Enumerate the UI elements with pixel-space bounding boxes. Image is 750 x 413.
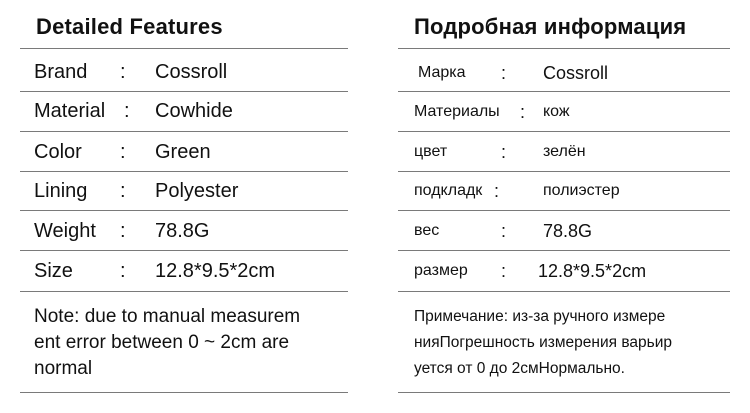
spec-row-color (20, 132, 348, 172)
divider (20, 291, 348, 292)
spec-value: полиэстер (543, 182, 620, 199)
spec-row-brand (20, 52, 348, 92)
spec-colon: : (120, 220, 126, 242)
measurement-note: Note: due to manual measurem ent error between 0 ~ 2cm are normal (34, 306, 301, 379)
divider (398, 392, 730, 393)
spec-row-material (20, 91, 348, 131)
spec-colon: : (120, 141, 126, 163)
divider (398, 48, 730, 49)
spec-label: Material (34, 100, 106, 122)
spec-colon: : (120, 61, 126, 83)
features-title: Detailed Features (36, 14, 223, 39)
spec-colon: : (501, 63, 507, 83)
spec-label: вес (414, 222, 440, 239)
spec-row-lining (398, 171, 730, 211)
spec-colon: : (124, 100, 130, 122)
divider (20, 48, 348, 49)
features-panel-ru (398, 0, 730, 413)
spec-row-weight (398, 211, 730, 251)
spec-value: Green (155, 141, 211, 163)
spec-row-material (398, 92, 730, 132)
spec-label: Brand (34, 61, 88, 83)
spec-label: Color (34, 141, 82, 163)
spec-colon: : (494, 181, 500, 201)
spec-label: цвет (414, 143, 448, 160)
spec-colon: : (501, 142, 507, 162)
spec-value: Cossroll (543, 63, 609, 83)
spec-row-size (398, 251, 730, 291)
spec-label: Weight (34, 220, 96, 242)
spec-label: Материалы (414, 103, 500, 120)
spec-label: Size (34, 260, 73, 282)
spec-label: подкладк (414, 182, 483, 199)
spec-colon: : (120, 260, 126, 282)
spec-value: Cowhide (155, 100, 233, 122)
spec-label: размер (414, 262, 468, 279)
spec-value: Polyester (155, 180, 239, 202)
spec-value: 12.8*9.5*2cm (538, 261, 647, 281)
divider (398, 291, 730, 292)
spec-value: 12.8*9.5*2cm (155, 260, 276, 282)
spec-row-weight (20, 211, 348, 251)
spec-row-brand (398, 53, 730, 93)
spec-row-lining (20, 171, 348, 211)
spec-colon: : (520, 102, 526, 122)
spec-value: 78.8G (543, 221, 593, 241)
spec-row-color (398, 132, 730, 172)
spec-colon: : (501, 221, 507, 241)
spec-value: кож (543, 103, 570, 120)
spec-label: Марка (418, 64, 466, 81)
spec-value: 78.8G (155, 220, 210, 242)
spec-colon: : (501, 261, 507, 281)
features-title: Подробная информация (414, 14, 687, 39)
spec-label: Lining (34, 180, 88, 202)
measurement-note: Примечание: из-за ручного измере нияПогрешность измерения варьир уется от 0 до 2смНормально. (414, 308, 672, 377)
features-panel-en (20, 0, 348, 413)
spec-value: зелён (543, 143, 586, 160)
divider (20, 392, 348, 393)
spec-colon: : (120, 180, 126, 202)
spec-row-size (20, 251, 348, 291)
spec-value: Cossroll (155, 61, 228, 83)
